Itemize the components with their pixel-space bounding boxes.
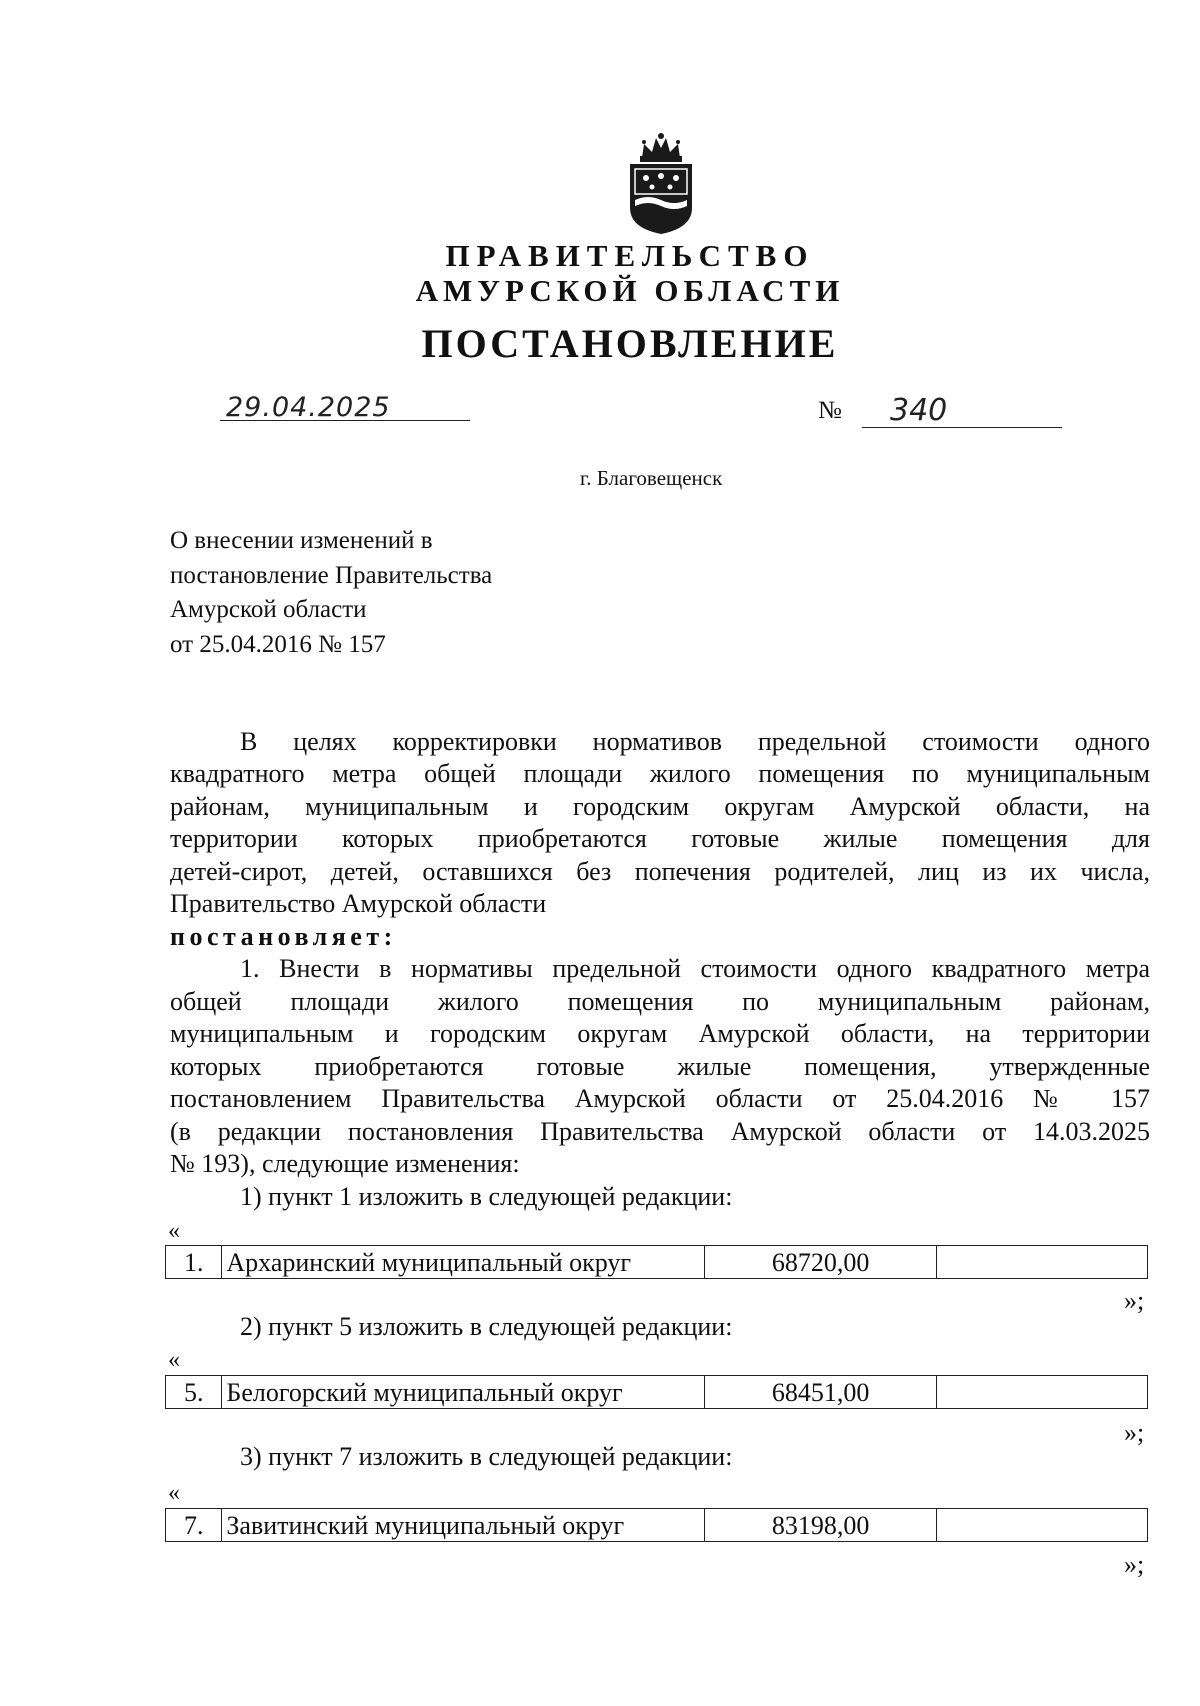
table-row xyxy=(166,1246,1148,1279)
item-value: 68720,00 xyxy=(704,1246,937,1279)
item-value: 83198,00 xyxy=(704,1509,937,1542)
table-row xyxy=(166,1376,1148,1409)
table-row xyxy=(166,1509,1148,1542)
clause-line: общей площади жилого помещения по муниципальным районам, xyxy=(170,987,1150,1016)
preamble-line: В целях корректировки нормативов предельной стоимости одного xyxy=(240,727,1150,756)
document-type-title: ПОСТАНОВЛЕНИЕ xyxy=(421,321,839,366)
item-number: 5. xyxy=(166,1376,222,1409)
org-name-line1: ПРАВИТЕЛЬСТВО xyxy=(445,238,815,273)
item-name: Завитинский муниципальный округ xyxy=(222,1509,704,1542)
amendment-table xyxy=(165,1375,1148,1409)
resolves-word: постановляет: xyxy=(170,922,397,951)
subject-line: постановление Правительства xyxy=(170,561,493,589)
clause-line: (в редакции постановления Правительства Амурской области от 14.03.2025 xyxy=(170,1117,1150,1146)
quote-close: »; xyxy=(1124,1286,1145,1315)
preamble-line: детей-сирот, детей, оставшихся без попечения родителей, лиц из их числа, xyxy=(170,857,1150,886)
clause-line: постановлением Правительства Амурской области от 25.04.2016 № 157 xyxy=(170,1084,1150,1113)
amendment-table xyxy=(165,1508,1148,1542)
org-name-line2: АМУРСКОЙ ОБЛАСТИ xyxy=(415,273,845,308)
amendment-table xyxy=(165,1245,1148,1279)
document-subject xyxy=(170,524,492,662)
amendment-intro: 3) пункт 7 изложить в следующей редакции: xyxy=(240,1442,733,1471)
quote-open: « xyxy=(168,1218,180,1244)
number-label: № xyxy=(818,397,842,424)
item-name: Архаринский муниципальный округ xyxy=(222,1246,704,1279)
city-name: г. Благовещенск xyxy=(580,466,723,490)
clause-line: № 193), следующие изменения: xyxy=(170,1149,520,1178)
preamble-line: Правительство Амурской области xyxy=(170,889,547,918)
clause-line: которых приобретаются готовые жилые помещения, утвержденные xyxy=(170,1052,1150,1081)
clause-line: 1. Внести в нормативы предельной стоимости одного квадратного метра xyxy=(240,954,1150,983)
item-value: 68451,00 xyxy=(704,1376,937,1409)
preamble-line: территории которых приобретаются готовые жилые помещения для xyxy=(170,824,1150,853)
quote-close: »; xyxy=(1124,1550,1145,1579)
item-name: Белогорский муниципальный округ xyxy=(222,1376,704,1409)
amendment-intro: 2) пункт 5 изложить в следующей редакции: xyxy=(240,1312,733,1341)
coat-of-arms-icon xyxy=(622,128,700,236)
item-number: 7. xyxy=(166,1509,222,1542)
subject-line: от 25.04.2016 № 157 xyxy=(170,630,386,658)
item-extra xyxy=(937,1509,1148,1542)
item-number: 1. xyxy=(166,1246,222,1279)
quote-open: « xyxy=(168,1347,180,1373)
clause-line: муниципальным и городским округам Амурской области, на территории xyxy=(170,1019,1150,1048)
quote-close: »; xyxy=(1124,1418,1145,1447)
amendment-intro: 1) пункт 1 изложить в следующей редакции: xyxy=(240,1182,733,1211)
subject-line: Амурской области xyxy=(170,596,367,623)
quote-open: « xyxy=(168,1480,180,1506)
document-date: 29.04.2025 xyxy=(226,392,391,423)
document-number: 340 xyxy=(890,393,948,428)
item-extra xyxy=(937,1376,1148,1409)
subject-line: О внесении изменений в xyxy=(170,527,433,554)
preamble-line: районам, муниципальным и городским округам Амурской области, на xyxy=(170,792,1150,821)
item-extra xyxy=(937,1246,1148,1279)
preamble-line: квадратного метра общей площади жилого помещения по муниципальным xyxy=(170,759,1150,788)
